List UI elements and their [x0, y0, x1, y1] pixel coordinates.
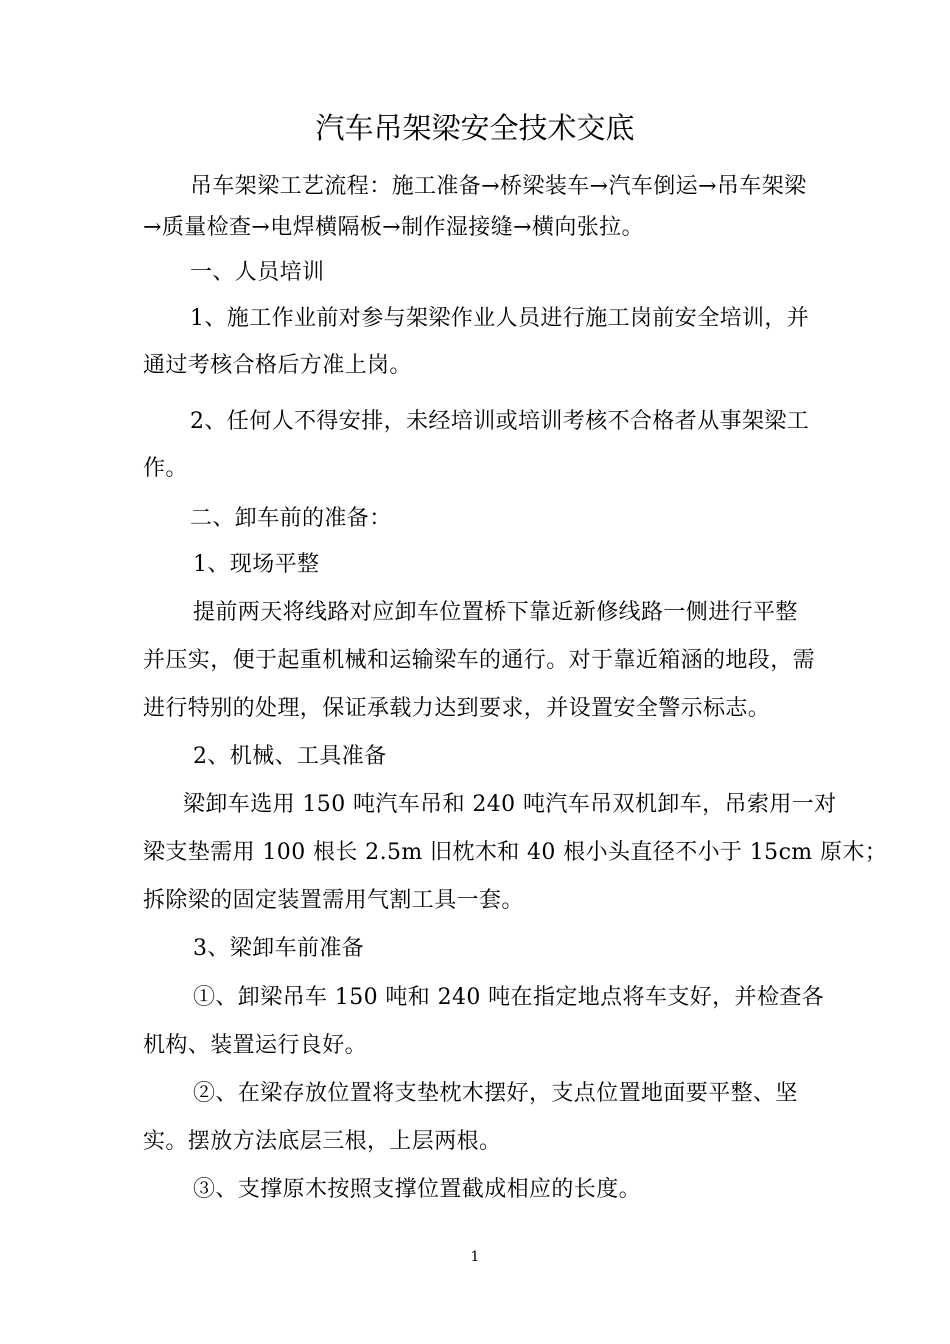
section-heading-personnel-training: 一、人员培训	[190, 260, 325, 285]
paragraph-line-18: ①、卸梁吊车 150 吨和 240 吨在指定地点将车支好，并检查各	[193, 985, 825, 1010]
subheading-unloading-preparation: 3、梁卸车前准备	[193, 936, 365, 961]
paragraph-line-12: 进行特别的处理，保证承载力达到要求，并设置安全警示标志。	[143, 696, 771, 721]
paragraph-line-22: ③、支撑原木按照支撑位置截成相应的长度。	[193, 1177, 642, 1202]
paragraph-line-6: 2、任何人不得安排，未经培训或培训考核不合格者从事架梁工	[190, 409, 810, 434]
paragraph-line-20: ②、在梁存放位置将支垫枕木摆好，支点位置地面要平整、坚	[193, 1081, 798, 1106]
paragraph-line-11: 并压实，便于起重机械和运输梁车的通行。对于靠近箱涵的地段，需	[143, 648, 816, 673]
paragraph-line-16: 拆除梁的固定装置需用气割工具一套。	[143, 888, 524, 913]
paragraph-line-2: →质量检查→电焊横隔板→制作湿接缝→横向张拉。	[143, 215, 644, 240]
paragraph-line-10: 提前两天将线路对应卸车位置桥下靠近新修线路一侧进行平整	[193, 600, 798, 625]
paragraph-line-1: 吊车架梁工艺流程：施工准备→桥梁装车→汽车倒运→吊车架梁	[190, 174, 807, 199]
paragraph-line-5: 通过考核合格后方准上岗。	[143, 353, 412, 378]
paragraph-line-14: 梁卸车选用 150 吨汽车吊和 240 吨汽车吊双机卸车，吊索用一对	[183, 792, 837, 817]
subheading-site-leveling: 1、现场平整	[193, 552, 320, 577]
section-heading-preparation: 二、卸车前的准备：	[190, 506, 392, 531]
paragraph-line-7: 作。	[143, 456, 188, 481]
paragraph-line-21: 实。摆放方法底层三根，上层两根。	[143, 1129, 502, 1154]
document-title: 汽车吊架梁安全技术交底	[315, 111, 635, 145]
subheading-machinery-tools: 2、机械、工具准备	[193, 744, 387, 769]
paragraph-line-19: 机构、装置运行良好。	[143, 1033, 368, 1058]
page-number: 1	[470, 1249, 480, 1265]
paragraph-line-15: 梁支垫需用 100 根长 2.5m 旧枕木和 40 根小头直径不小于 15cm 原木；	[143, 840, 888, 865]
paragraph-line-4: 1、施工作业前对参与架梁作业人员进行施工岗前安全培训，并	[190, 306, 810, 331]
